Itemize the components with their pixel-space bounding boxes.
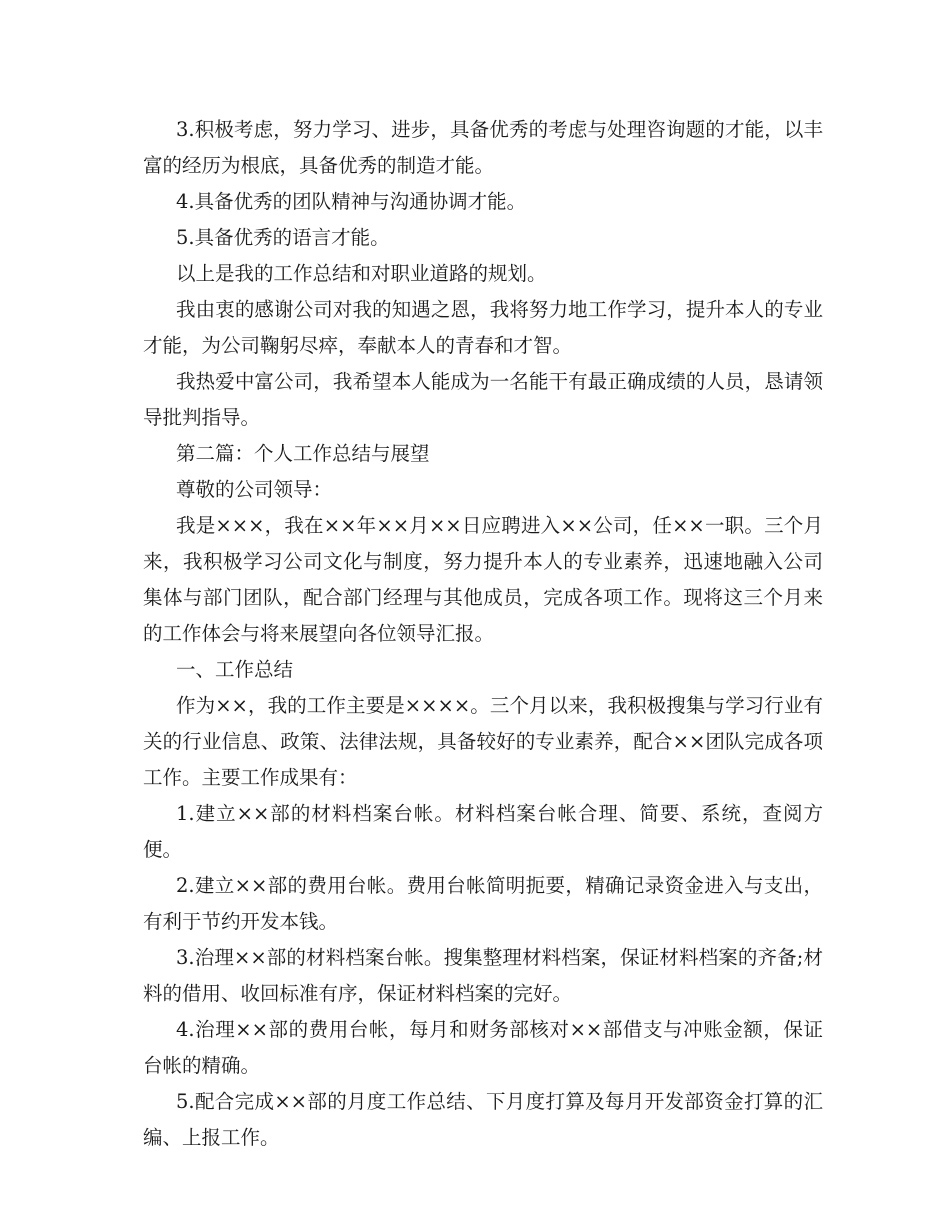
thanks-paragraph: 我由衷的感谢公司对我的知遇之恩，我将努力地工作学习，提升本人的专业才能，为公司鞠躬尽瘁，奉献本人的青春和才智。	[143, 298, 823, 357]
section-heading-work-summary: 一、工作总结	[176, 658, 294, 681]
achievement-item-5: 5.配合完成××部的月度工作总结、下月度打算及每月开发部资金打算的汇编、上报工作。	[143, 1090, 823, 1149]
section-heading-part-two: 第二篇：个人工作总结与展望	[176, 442, 430, 465]
intro-paragraph: 我是×××，我在××年××月××日应聘进入××公司，任××一职。三个月来，我积极学习公司文化与制度，努力提升本人的专业素养，迅速地融入公司集体与部门团队，配合部门经理与其他成员，完成各项工作。现将这三个月来的工作体会与将来展望向各位领导汇报。	[143, 514, 823, 645]
document-body	[143, 112, 823, 1156]
summary-sentence: 以上是我的工作总结和对职业道路的规划。	[176, 262, 547, 285]
achievement-item-3: 3.治理××部的材料档案台帐。搜集整理材料档案，保证材料档案的齐备;材料的借用、收回标准有序，保证材料档案的完好。	[143, 946, 823, 1005]
paragraph-item-5: 5.具备优秀的语言才能。	[176, 226, 390, 249]
achievement-item-4: 4.治理××部的费用台帐，每月和财务部核对××部借支与冲账金额，保证台帐的精确。	[143, 1018, 823, 1077]
closing-paragraph: 我热爱中富公司，我希望本人能成为一名能干有最正确成绩的人员，恳请领导批判指导。	[143, 370, 823, 429]
paragraph-item-4: 4.具备优秀的团队精神与沟通协调才能。	[176, 190, 527, 213]
salutation: 尊敬的公司领导：	[176, 478, 333, 501]
achievement-item-2: 2.建立××部的费用台帐。费用台帐简明扼要，精确记录资金进入与支出，有利于节约开发本钱。	[143, 874, 823, 933]
paragraph-item-3: 3.积极考虑，努力学习、进步，具备优秀的考虑与处理咨询题的才能，以丰富的经历为根底，具备优秀的制造才能。	[143, 118, 823, 177]
work-overview-paragraph: 作为××，我的工作主要是××××。三个月以来，我积极搜集与学习行业有关的行业信息、政策、法律法规，具备较好的专业素养，配合××团队完成各项工作。主要工作成果有：	[143, 694, 823, 789]
achievement-item-1: 1.建立××部的材料档案台帐。材料档案台帐合理、简要、系统，查阅方便。	[143, 802, 823, 861]
